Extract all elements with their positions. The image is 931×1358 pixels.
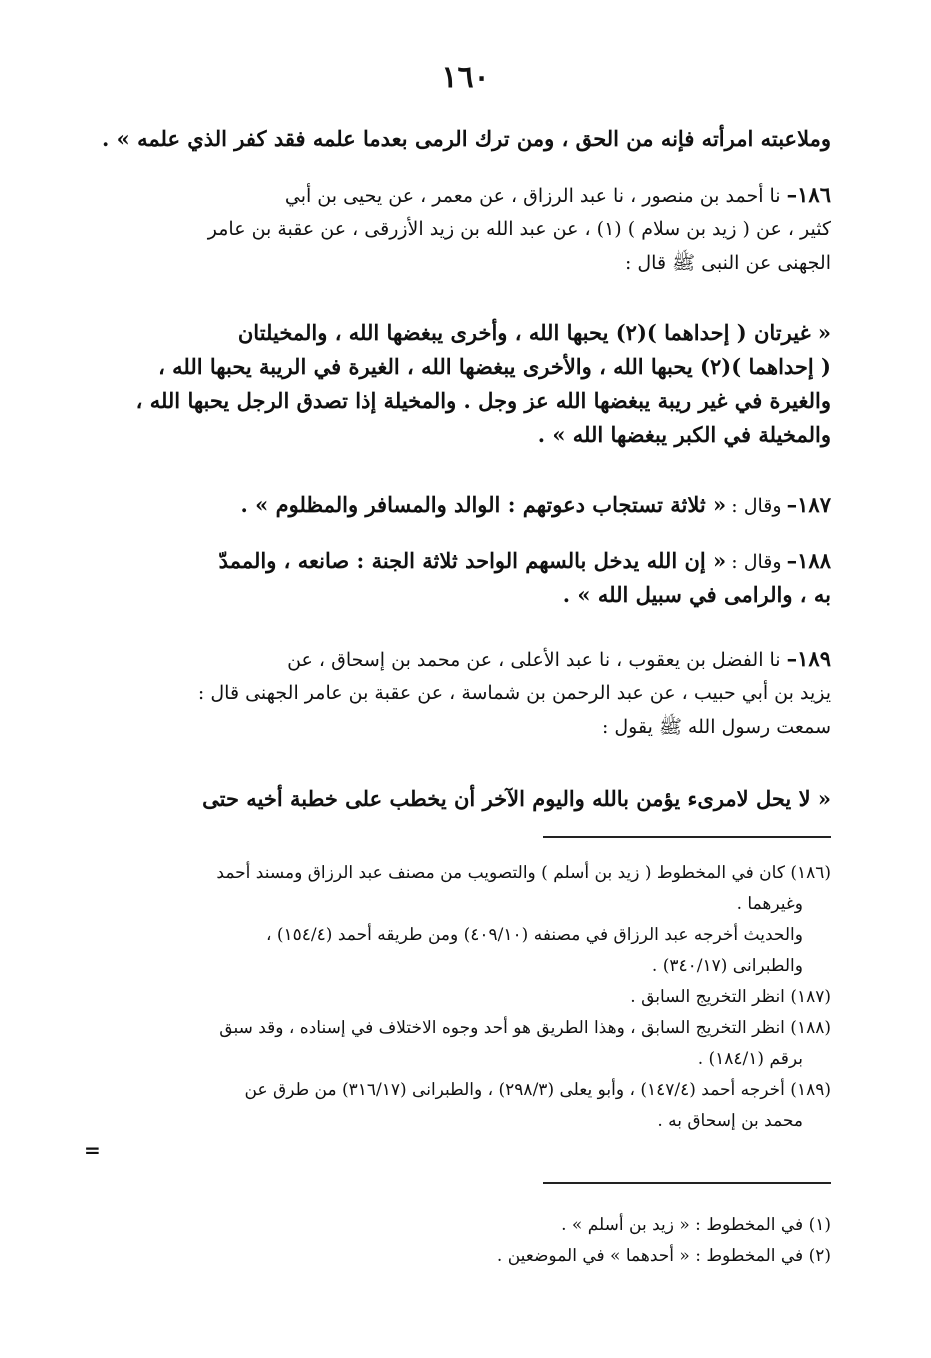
continuation-mark: =	[84, 1138, 101, 1162]
hadith-186-text-4: والمخيلة في الكبر يبغضها الله » .	[537, 422, 831, 447]
editor-notes	[78, 858, 831, 1137]
hadith-189-text	[78, 782, 831, 816]
hadith-188-intro: وقال :	[731, 551, 782, 573]
manuscript-separator	[543, 1182, 831, 1184]
note-186-4: والطبرانى (٣٤٠/١٧) .	[651, 956, 803, 976]
page-number: ١٦٠	[441, 60, 490, 95]
note-189-1: (١٨٩) أخرجه أحمد (١٤٧/٤) ، وأبو يعلى (٢٩٨/٣) ، والطبرانى (٣١٦/١٧) من طرق عن	[244, 1080, 831, 1100]
note-189-2-text: محمد بن إسحاق به .	[657, 1111, 803, 1131]
hadith-186-isnad	[78, 178, 831, 280]
manuscript-note-1: (١) في المخطوط : « زيد بن أسلم » .	[561, 1215, 831, 1235]
hadith-186-line-1	[78, 178, 831, 212]
hadith-186-text-1: « غيرتان ( إحداهما )(٢) يحبها الله ، وأخرى يبغضها الله ، والمخيلتان	[237, 320, 831, 345]
note-189-2	[78, 1106, 831, 1137]
hadith-189-line-2: يزيد بن أبي حبيب ، عن عبد الرحمن بن شماسة ، عن عقبة بن عامر الجهنى قال :	[197, 682, 831, 704]
hadith-186-line-2: كثير ، عن ( زيد بن سلام ) (١) ، عن عبد الله بن زيد الأزرقى ، عن عقبة بن عامر	[207, 218, 831, 240]
note-186-2: وغيرهما .	[736, 894, 803, 914]
hadith-188-text-1: « إن الله يدخل بالسهم الواحد ثلاثة الجنة : صانعه ، والممدّ	[218, 548, 727, 573]
hadith-189-line-3: سمعت رسول الله ﷺ يقول :	[601, 716, 831, 738]
manuscript-note-2: (٢) في المخطوط : « أحدهما » في الموضعين .	[496, 1246, 831, 1266]
hadith-188-text-2: به ، والرامى في سبيل الله » .	[562, 582, 831, 607]
hadith-186-number: ١٨٦–	[786, 182, 831, 207]
hadith-189-isnad	[78, 642, 831, 744]
note-187: (١٨٧) انظر التخريج السابق .	[630, 987, 831, 1007]
note-186-1: (١٨٦) كان في المخطوط ( زيد بن أسلم ) والتصويب من مصنف عبد الرزاق ومسند أحمد	[216, 863, 831, 883]
hadith-186-text-2: ( إحداهما )(٢) يحبها الله ، والأخرى يبغضها الله ، الغيرة في الريبة يحبها الله ،	[158, 354, 831, 379]
note-186-3: والحديث أخرجه عبد الرزاق في مصنفه (٤٠٩/١٠) ومن طريقه أحمد (١٥٤/٤) ،	[266, 925, 803, 945]
manuscript-notes	[78, 1210, 831, 1272]
opening-line-block	[78, 122, 831, 156]
opening-line: وملاعبته امرأته فإنه من الحق ، ومن ترك الرمى بعدما علمه فقد كفر الذي علمه » .	[102, 126, 831, 151]
hadith-189-number: ١٨٩–	[786, 646, 831, 671]
hadith-189-text-1: « لا يحل لامرىء يؤمن بالله واليوم الآخر أن يخطب على خطبة أخيه حتى	[202, 786, 831, 811]
hadith-187	[78, 488, 831, 522]
hadith-187-number: ١٨٧–	[786, 492, 831, 517]
footnote-separator	[543, 836, 831, 838]
hadith-187-intro: وقال :	[731, 495, 782, 517]
hadith-186-isnad-1: نا أحمد بن منصور ، نا عبد الرزاق ، عن معمر ، عن يحيى بن أبي	[284, 185, 781, 207]
hadith-188-number: ١٨٨–	[786, 548, 831, 573]
hadith-188	[78, 544, 831, 612]
note-188-2: برقم (١٨٤/١) .	[697, 1049, 803, 1069]
hadith-189-isnad-1: نا الفضل بن يعقوب ، نا عبد الأعلى ، عن محمد بن إسحاق ، عن	[287, 649, 781, 671]
hadith-186-text	[78, 316, 831, 452]
hadith-186-text-3: والغيرة في غير ريبة يبغضها الله عز وجل . والمخيلة إذا تصدق الرجل يحبها الله ،	[135, 388, 831, 413]
hadith-187-text: « ثلاثة تستجاب دعوتهم : الوالد والمسافر والمظلوم » .	[240, 492, 727, 517]
hadith-186-line-3: الجهنى عن النبى ﷺ قال :	[624, 252, 831, 274]
note-188-1: (١٨٨) انظر التخريج السابق ، وهذا الطريق هو أحد وجوه الاختلاف في إسناده ، وقد سبق	[219, 1018, 831, 1038]
